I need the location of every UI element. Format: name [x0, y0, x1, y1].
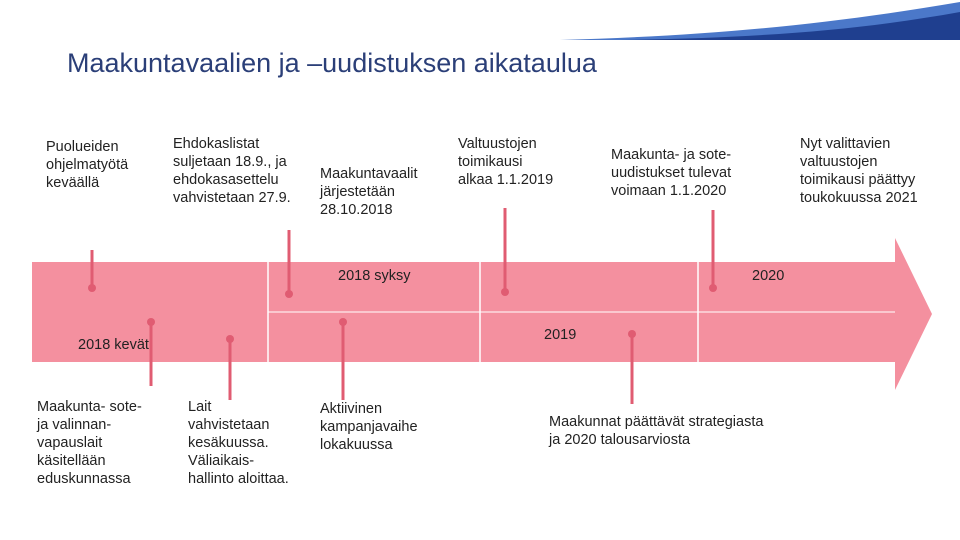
- bottom-wave-decoration: [0, 0, 960, 40]
- event-council-term-end: Nyt valittavien valtuustojen toimikausi päättyy toukokuussa 2021: [800, 136, 918, 206]
- event-reform-effective: Maakunta- ja sote- uudistukset tulevat voimaan 1.1.2020: [611, 147, 732, 199]
- period-label-spring-2018: 2018 kevät: [78, 337, 149, 353]
- period-label-autumn-2018: 2018 syksy: [338, 268, 411, 284]
- period-label-2019: 2019: [544, 327, 577, 343]
- event-regional-elections: Maakuntavaalit järjestetään 28.10.2018: [320, 166, 418, 218]
- event-campaign: Aktiivinen kampanjavaihe lokakuussa: [320, 401, 418, 453]
- event-strategy-budget: Maakunnat päättävät strategiasta ja 2020 talousarviosta: [549, 414, 764, 448]
- period-label-2020: 2020: [752, 268, 785, 284]
- event-candidate-lists: Ehdokaslistat suljetaan 18.9., ja ehdokasasettelu vahvistetaan 27.9.: [173, 136, 291, 206]
- event-laws-confirmed: Lait vahvistetaan kesäkuussa. Väliaikais- hallinto aloittaa.: [188, 399, 289, 487]
- event-council-term-start: Valtuustojen toimikausi alkaa 1.1.2019: [458, 136, 554, 188]
- timeline-arrow: [32, 238, 932, 390]
- event-laws-parliament: Maakunta- sote- ja valinnan- vapauslait käsitellään eduskunnassa: [37, 399, 142, 487]
- event-party-programs: Puolueiden ohjelmatyötä keväällä: [46, 139, 129, 191]
- page-title: Maakuntavaalien ja –uudistuksen aikataulua: [67, 48, 597, 78]
